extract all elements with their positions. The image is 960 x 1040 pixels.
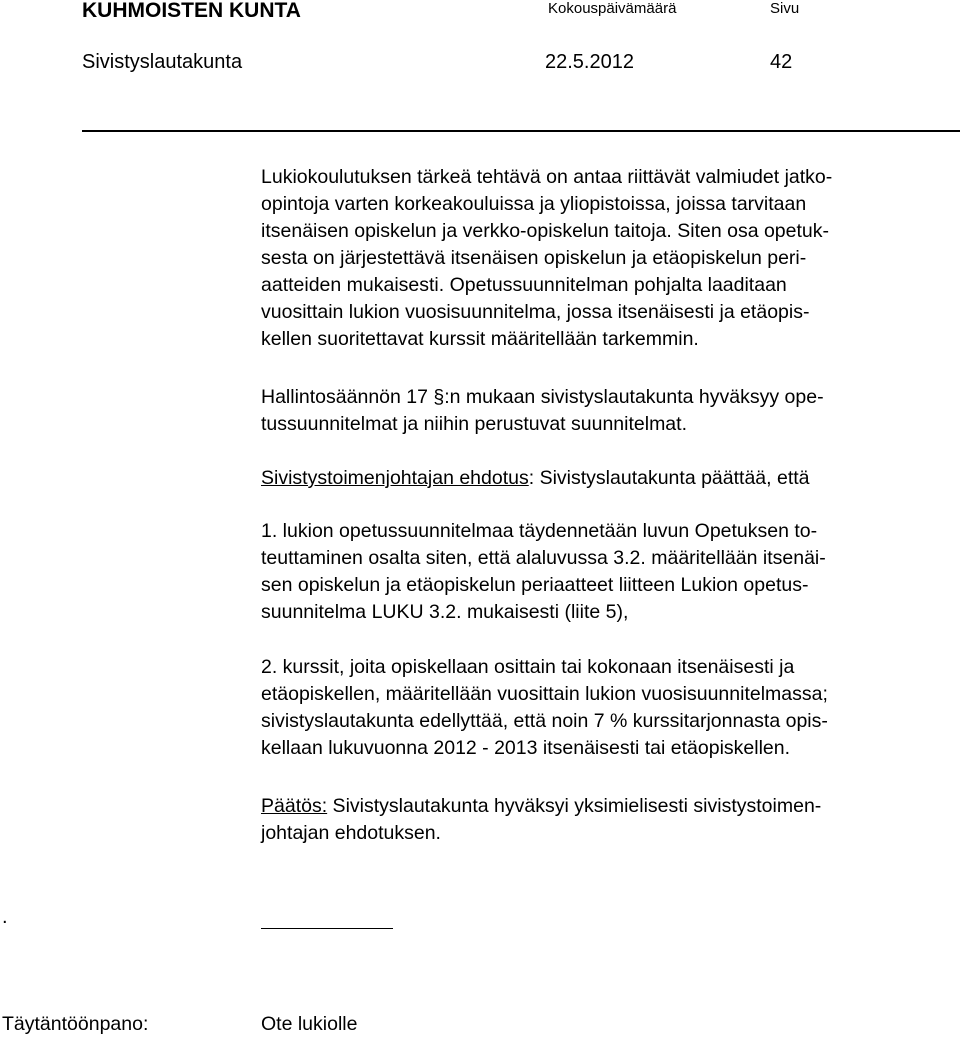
proposal-item-2 — [261, 654, 960, 762]
text-line: kellaan lukuvuonna 2012 - 2013 itsenäisesti tai etäopiskellen. — [261, 737, 791, 759]
text-line: Hallintosäännön 17 §:n mukaan sivistyslautakunta hyväksyy ope- — [261, 386, 824, 408]
proposal-text: : Sivistyslautakunta päättää, että — [528, 467, 810, 489]
text-line: itsenäisen opiskelun ja verkko-opiskelun taitoja. Siten osa opetuk- — [261, 220, 829, 242]
text-line: sen opiskelun ja etäopiskelun periaatteet liitteen Lukion opetus- — [261, 574, 809, 596]
page-number: 42 — [770, 51, 793, 73]
proposal-item-1 — [261, 518, 960, 626]
text-line: opintoja varten korkeakouluissa ja yliopistoissa, joissa tarvitaan — [261, 193, 807, 215]
enforcement-value: Ote lukiolle — [261, 1013, 358, 1035]
page-label: Sivu — [770, 0, 800, 17]
text-line: suunnitelma LUKU 3.2. mukaisesti (liite 5), — [261, 601, 629, 623]
proposal — [261, 465, 960, 492]
decision-label: Päätös: — [261, 795, 328, 817]
decision-text: Sivistyslautakunta hyväksyi yksimielisesti sivistystoimen- — [327, 795, 822, 817]
paragraph-regulation — [261, 384, 960, 438]
enforcement-label: Täytäntöönpano: — [2, 1013, 149, 1035]
text-line: aatteiden mukaisesti. Opetussuunnitelman pohjalta laaditaan — [261, 274, 787, 296]
proposal-label: Sivistystoimenjohtajan ehdotus — [261, 467, 529, 489]
text-line: sesta on järjestettävä itsenäisen opiskelun ja etäopiskelun peri- — [261, 247, 807, 269]
text-line: kellen suoritettavat kurssit määritellään tarkemmin. — [261, 328, 699, 350]
text-line: 1. lukion opetussuunnitelmaa täydennetään luvun Opetuksen to- — [261, 520, 818, 542]
text-line: teuttaminen osalta siten, että alaluvussa 3.2. määritellään itsenäi- — [261, 547, 826, 569]
decision — [261, 793, 960, 847]
text-line: vuosittain lukion vuosisuunnitelma, jossa itsenäisesti ja etäopis- — [261, 301, 810, 323]
text-line: etäopiskellen, määritellään vuosittain lukion vuosisuunnitelmassa; — [261, 683, 828, 705]
date-label: Kokouspäivämäärä — [548, 0, 677, 17]
text-line: 2. kurssit, joita opiskellaan osittain tai kokonaan itsenäisesti ja — [261, 656, 795, 678]
body-name: Sivistyslautakunta — [82, 51, 243, 73]
text-line: tussuunnitelmat ja niihin perustuvat suunnitelmat. — [261, 413, 687, 435]
meeting-date: 22.5.2012 — [545, 51, 634, 73]
paragraph-intro — [261, 164, 960, 353]
separator-line — [261, 928, 393, 929]
organization-name: KUHMOISTEN KUNTA — [82, 0, 301, 22]
decision-text-line-2: johtajan ehdotuksen. — [261, 822, 441, 844]
text-line: Lukiokoulutuksen tärkeä tehtävä on antaa riittävät valmiudet jatko- — [261, 166, 833, 188]
text-line: sivistyslautakunta edellyttää, että noin 7 % kurssitarjonnasta opis- — [261, 710, 828, 732]
section-dot: . — [2, 906, 8, 928]
header-rule — [82, 130, 960, 132]
